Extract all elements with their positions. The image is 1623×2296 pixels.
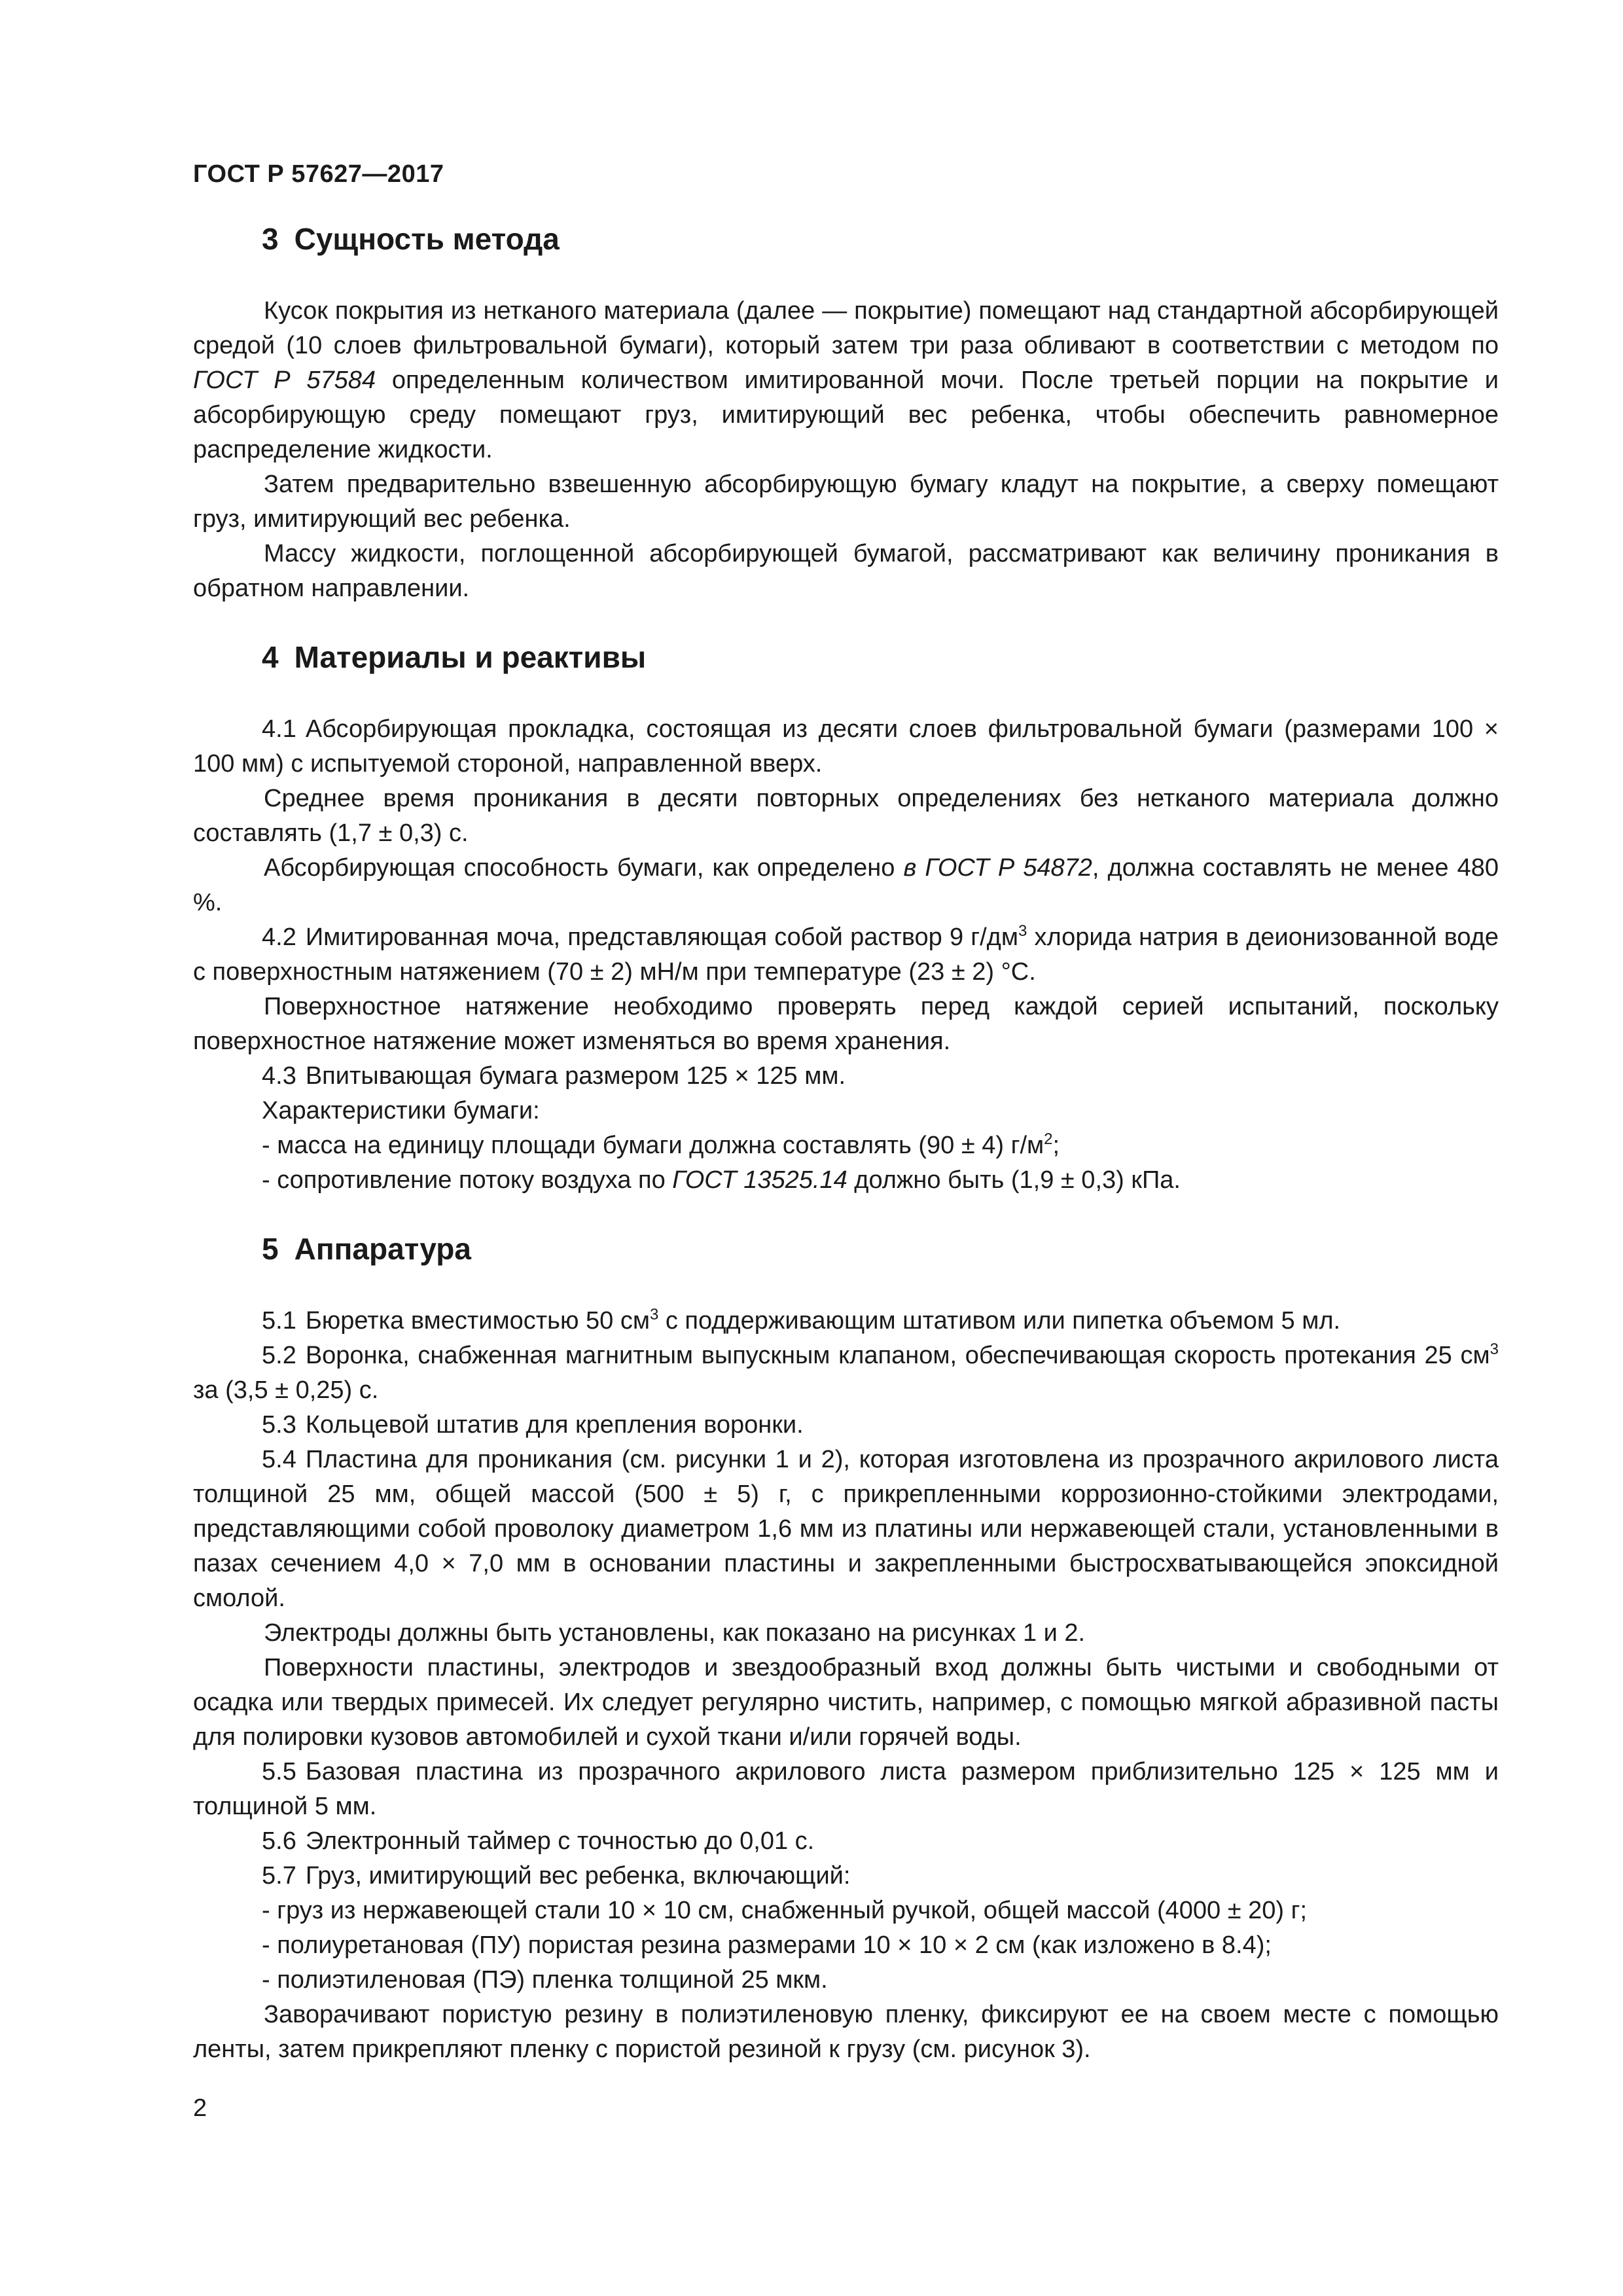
- clause-5-1: 5.1 Бюретка вместимостью 50 $см^3$ с поддерживающим штативом или пипетка объемом 5 мл.: [262, 1306, 1341, 1335]
- section-number: 3: [262, 222, 279, 256]
- paragraph: Заворачивают пористую резину в полиэтиленовую пленку, фиксируют ее на своем месте с помощью ленты, затем прикрепляют пленку с пористой резиной к грузу (см. рисунок 3).: [193, 2001, 1499, 2063]
- clause-5-4: 5.4 Пластина для проникания (см. рисунки 1 и 2), которая изготовлена из прозрачного акрилового листа толщиной 25 мм, общей массой (500 ± 5) г, с прикрепленными коррозионно-стойкими электродами, представляющими собой проволоку диаметром 1,6 мм из платины или нержавеющей стали, установленными в пазах сечением 4,0 × 7,0 мм в основании пластины и закрепленными быстросхватывающейся эпоксидной смолой.: [193, 1446, 1499, 1612]
- section-number: 5: [262, 1232, 279, 1266]
- list-item: - масса на единицу площади бумаги должна составлять (90 ± 4) $г/м^2$;: [262, 1130, 1060, 1159]
- section-title: Сущность метода: [294, 222, 560, 256]
- clause-5-3: 5.3 Кольцевой штатив для крепления воронки.: [262, 1411, 804, 1439]
- paragraph: Электроды должны быть установлены, как показано на рисунках 1 и 2.: [264, 1619, 1086, 1647]
- list-item: - сопротивление потоку воздуха по ГОСТ 13525.14 должно быть (1,9 ± 0,3) кПа.: [262, 1166, 1181, 1194]
- section-number: 4: [262, 640, 279, 674]
- list-item: - полиуретановая (ПУ) пористая резина размерами 10 × 10 × 2 см (как изложено в 8.4);: [262, 1931, 1272, 1959]
- paragraph: Поверхностное натяжение необходимо проверять перед каждой серией испытаний, поскольку поверхностное натяжение может изменяться во время хранения.: [193, 993, 1499, 1055]
- clause-4-2: 4.2 Имитированная моча, представляющая собой раствор 9 $г/дм^3$ хлорида натрия в деионизованной воде с поверхностным натяжением (70 ± 2) мН/м при температуре (23 ± 2) °С.: [193, 922, 1499, 986]
- list-item: - груз из нержавеющей стали 10 × 10 см, снабженный ручкой, общей массой (4000 ± 20) г;: [262, 1897, 1308, 1924]
- paragraph: Массу жидкости, поглощенной абсорбирующей бумагой, рассматривают как величину проникания в обратном направлении.: [193, 540, 1499, 602]
- clause-5-6: 5.6 Электронный таймер с точностью до 0,01 с.: [262, 1827, 815, 1855]
- clause-4-3: 4.3 Впитывающая бумага размером 125 × 125 мм.: [262, 1062, 846, 1090]
- clause-4-1: 4.1 Абсорбирующая прокладка, состоящая из десяти слоев фильтровальной бумаги (размерами 100 × 100 мм) с испытуемой стороной, направленной вверх.: [193, 715, 1499, 778]
- paragraph: Характеристики бумаги:: [262, 1097, 540, 1124]
- standard-reference: в ГОСТ Р 54872: [903, 854, 1092, 882]
- list-item: - полиэтиленовая (ПЭ) пленка толщиной 25 мкм.: [262, 1966, 828, 1994]
- page-content: [193, 219, 1499, 2067]
- paragraph: Среднее время проникания в десяти повторных определениях без нетканого материала должно составлять (1,7 ± 0,3) с.: [193, 785, 1499, 847]
- section-title: Аппаратура: [294, 1232, 471, 1266]
- clause-5-2: 5.2 Воронка, снабженная магнитным выпускным клапаном, обеспечивающая скорость протекания 25 $см^3$ за (3,5 ± 0,25) с.: [193, 1340, 1499, 1404]
- paragraph: Затем предварительно взвешенную абсорбирующую бумагу кладут на покрытие, а сверху помещают груз, имитирующий вес ребенка.: [193, 471, 1499, 533]
- section-title: Материалы и реактивы: [294, 640, 647, 674]
- clause-5-7: 5.7 Груз, имитирующий вес ребенка, включающий:: [262, 1862, 851, 1890]
- paragraph: Кусок покрытия из нетканого материала (далее — покрытие) помещают над стандартной абсорбирующей средой (10 слоев фильтровальной бумаги), который затем три раза обливают в соответствии с методом по ГОСТ Р 57584 определенным количеством имитированной мочи. После третьей порции на покрытие и абсорбирующую среду помещают груз, имитирующий вес ребенка, чтобы обеспечить равномерное распределение жидкости.: [193, 297, 1499, 463]
- paragraph: Абсорбирующая способность бумаги, как определено в ГОСТ Р 54872, должна составлять не менее 480 %.: [193, 854, 1499, 916]
- standard-reference: ГОСТ Р 57584: [193, 367, 376, 394]
- section-4-heading: [193, 637, 1499, 677]
- document-header: ГОСТ Р 57627—2017: [193, 160, 444, 188]
- paragraph: Поверхности пластины, электродов и звездообразный вход должны быть чистыми и свободными от осадка или твердых примесей. Их следует регулярно чистить, например, с помощью мягкой абразивной пасты для полировки кузовов автомобилей и сухой ткани и/или горячей воды.: [193, 1654, 1499, 1751]
- clause-5-5: 5.5 Базовая пластина из прозрачного акрилового листа размером приблизительно 125 × 125 мм и толщиной 5 мм.: [193, 1758, 1499, 1820]
- section-3-heading: [193, 219, 1499, 259]
- page-number: 2: [193, 2094, 207, 2122]
- section-5-heading: [193, 1229, 1499, 1268]
- standard-reference: ГОСТ 13525.14: [672, 1166, 847, 1194]
